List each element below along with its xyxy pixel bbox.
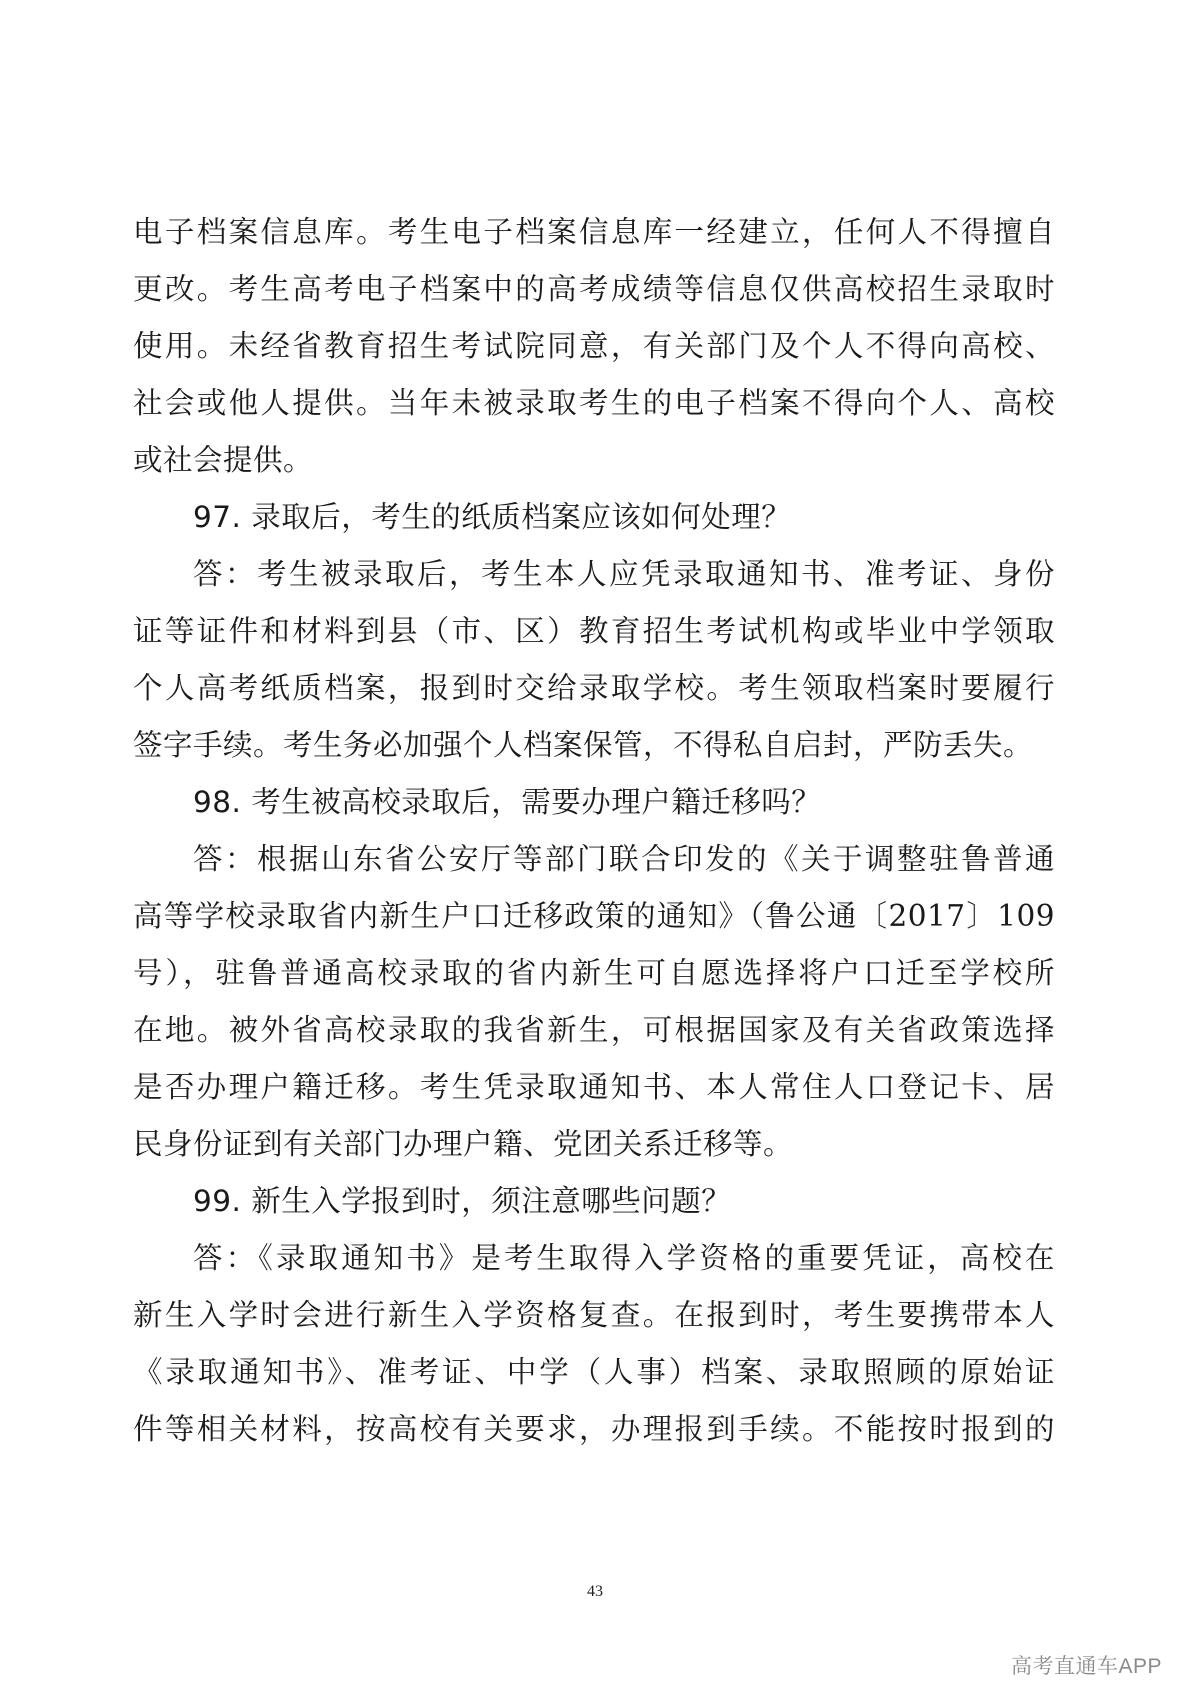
question-heading-99: 99. 新生入学报到时，须注意哪些问题？ xyxy=(193,1184,732,1218)
paragraph-line: 或社会提供。 xyxy=(133,443,314,477)
paragraph-line: 是否办理户籍迁移。考生凭录取通知书、本人常住人口登记卡、居 xyxy=(133,1070,1055,1104)
paragraph-line: 高等学校录取省内新生户口迁移政策的通知》（鲁公通〔2017〕109 xyxy=(133,899,1055,933)
paragraph-line: 使用。未经省教育招生考试院同意，有关部门及个人不得向高校、 xyxy=(133,329,1055,363)
paragraph-line: 件等相关材料，按高校有关要求，办理报到手续。不能按时报到的 xyxy=(133,1412,1055,1446)
page-number: 43 xyxy=(587,1583,603,1600)
answer-line: 答：《录取通知书》是考生取得入学资格的重要凭证，高校在 xyxy=(193,1241,1055,1275)
paragraph-line: 新生入学时会进行新生入学资格复查。在报到时，考生要携带本人 xyxy=(133,1298,1055,1332)
answer-line: 答：根据山东省公安厅等部门联合印发的《关于调整驻鲁普通 xyxy=(193,842,1055,876)
question-heading-98: 98. 考生被高校录取后，需要办理户籍迁移吗？ xyxy=(193,785,822,819)
answer-line: 答：考生被录取后，考生本人应凭录取通知书、准考证、身份 xyxy=(193,557,1055,591)
paragraph-line: 在地。被外省高校录取的我省新生，可根据国家及有关省政策选择 xyxy=(133,1013,1055,1047)
paragraph-line: 个人高考纸质档案，报到时交给录取学校。考生领取档案时要履行 xyxy=(133,671,1055,705)
document-body xyxy=(133,204,1055,1458)
paragraph-line: 民身份证到有关部门办理户籍、党团关系迁移等。 xyxy=(133,1127,794,1161)
paragraph-line: 《录取通知书》、准考证、中学（人事）档案、录取照顾的原始证 xyxy=(133,1355,1055,1389)
paragraph-line: 更改。考生高考电子档案中的高考成绩等信息仅供高校招生录取时 xyxy=(133,272,1055,306)
watermark: 高考直通车APP xyxy=(1010,1655,1162,1678)
paragraph-line: 社会或他人提供。当年未被录取考生的电子档案不得向个人、高校 xyxy=(133,386,1055,420)
question-heading-97: 97. 录取后，考生的纸质档案应该如何处理？ xyxy=(193,500,792,534)
paragraph-line: 电子档案信息库。考生电子档案信息库一经建立，任何人不得擅自 xyxy=(133,215,1055,249)
paragraph-line: 签字手续。考生务必加强个人档案保管，不得私自启封，严防丢失。 xyxy=(133,728,1034,762)
paragraph-line: 号），驻鲁普通高校录取的省内新生可自愿选择将户口迁至学校所 xyxy=(133,956,1055,990)
paragraph-line: 证等证件和材料到县（市、区）教育招生考试机构或毕业中学领取 xyxy=(133,614,1055,648)
